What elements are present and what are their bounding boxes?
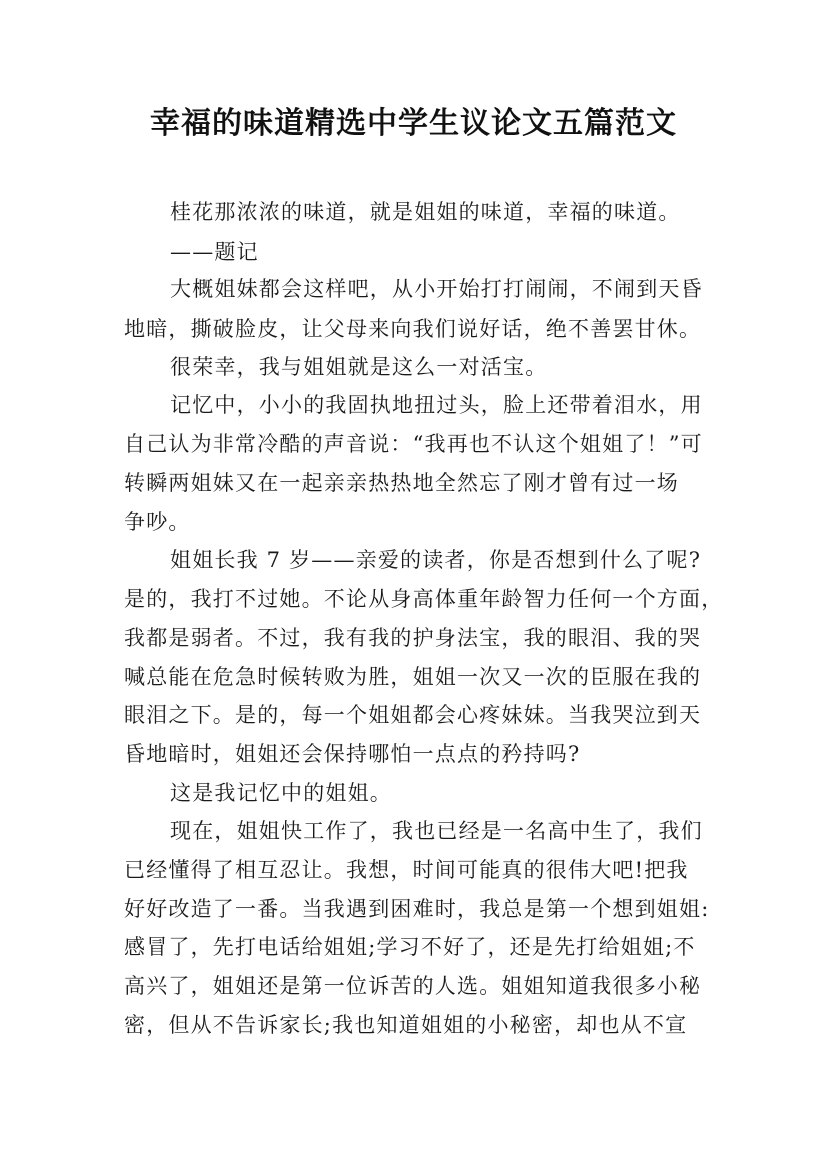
paragraph-line: 争吵。 <box>124 510 191 534</box>
paragraph-line: 大概姐妹都会这样吧，从小开始打打闹闹，不闹到天昏 <box>170 277 703 301</box>
paragraph-line: 转瞬两姐妹又在一起亲亲热热地全然忘了刚才曾有过一场 <box>124 471 679 495</box>
paragraph-line: 好好改造了一番。当我遇到困难时，我总是第一个想到姐姐: <box>124 897 710 921</box>
paragraph-line: 昏地暗时，姐姐还会保持哪怕一点点的矜持吗? <box>124 742 581 766</box>
paragraph-line: 密，但从不告诉家长;我也知道姐姐的小秘密，却也从不宣 <box>124 1013 688 1037</box>
paragraph-line: 感冒了，先打电话给姐姐;学习不好了，还是先打给姐姐;不 <box>124 935 696 959</box>
paragraph-line: 自己认为非常冷酷的声音说：“我再也不认这个姐姐了！”可 <box>124 432 703 456</box>
paragraph-line: 喊总能在危急时候转败为胜，姐姐一次又一次的臣服在我的 <box>124 665 702 689</box>
paragraph-line: 已经懂得了相互忍让。我想，时间可能真的很伟大吧!把我 <box>124 858 689 882</box>
paragraph-line: 是的，我打不过她。不论从身高体重年龄智力任何一个方面， <box>124 587 724 611</box>
page-title: 幸福的味道精选中学生议论文五篇范文 <box>150 106 677 141</box>
paragraph-line: 记忆中，小小的我固执地扭过头，脸上还带着泪水，用 <box>170 393 703 417</box>
paragraph-line: 这是我记忆中的姐姐。 <box>170 781 392 805</box>
paragraph-line: 现在，姐姐快工作了，我也已经是一名高中生了，我们 <box>170 819 703 843</box>
paragraph-line: 眼泪之下。是的，每一个姐姐都会心疼妹妹。当我哭泣到天 <box>124 703 702 727</box>
paragraph-line: 高兴了，姐姐还是第一位诉苦的人选。姐姐知道我很多小秘 <box>124 974 702 998</box>
paragraph-line: 姐姐长我 7 岁——亲爱的读者，你是否想到什么了呢? <box>170 548 702 572</box>
paragraph-line: 地暗，撕破脸皮，让父母来向我们说好话，绝不善罢甘休。 <box>124 317 702 341</box>
paragraph-line: 桂花那浓浓的味道，就是姐姐的味道，幸福的味道。 <box>170 200 681 224</box>
paragraph-line: 很荣幸，我与姐姐就是这么一对活宝。 <box>170 355 548 379</box>
paragraph-line: 我都是弱者。不过，我有我的护身法宝，我的眼泪、我的哭 <box>124 626 702 650</box>
paragraph-line: ——题记 <box>170 240 259 264</box>
